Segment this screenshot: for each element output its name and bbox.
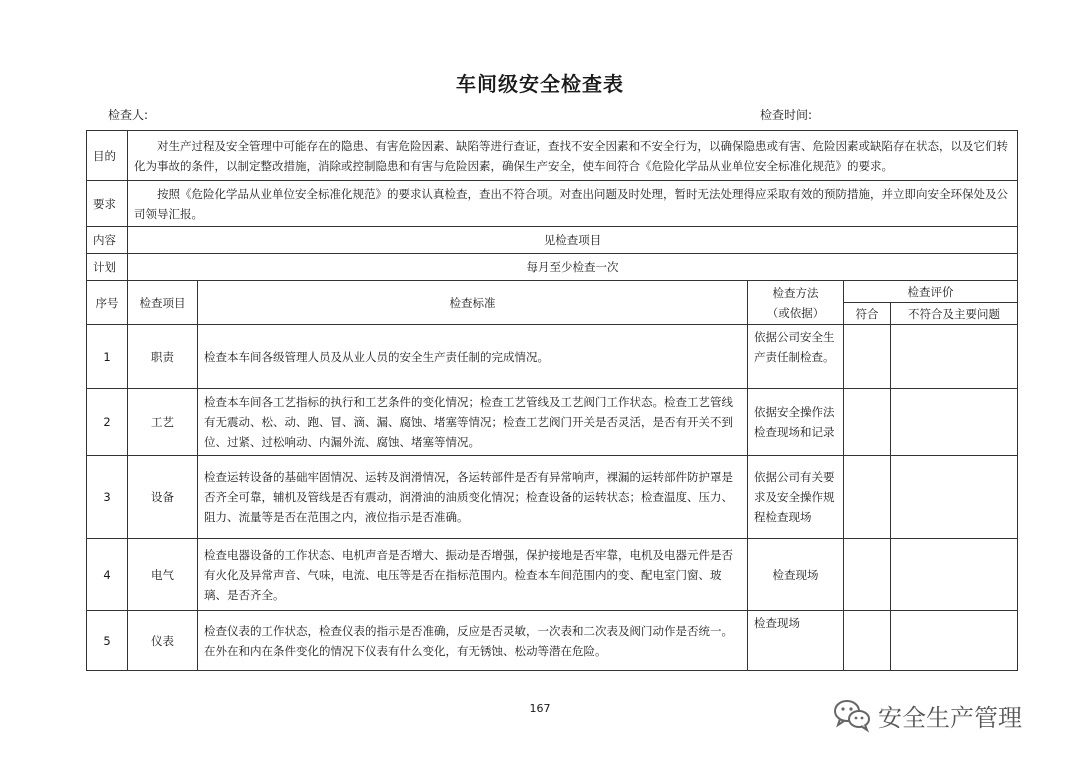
inspection-table xyxy=(86,130,1018,671)
content-row xyxy=(87,227,1018,254)
plan-label: 计划 xyxy=(87,254,128,281)
content-text: 见检查项目 xyxy=(128,227,1018,254)
requirement-text: 按照《危险化学品从业单位安全标准化规范》的要求认真检查，查出不符合项。对查出问题及时处理，暂时无法处理得应采取有效的预防措施，并立即向安全环保处及公司领导汇报。 xyxy=(128,181,1018,227)
row-seq: 5 xyxy=(87,611,128,671)
table-row xyxy=(87,389,1018,456)
header-seq: 序号 xyxy=(87,281,128,325)
inspection-time-label: 检查时间: xyxy=(760,108,813,122)
watermark-text: 安全生产管理 xyxy=(878,703,1022,732)
row-standard: 检查本车间各级管理人员及从业人员的安全生产责任制的完成情况。 xyxy=(198,325,748,389)
wechat-icon xyxy=(832,697,872,733)
row-method: 检查现场 xyxy=(748,611,844,671)
row-standard: 检查运转设备的基础牢固情况、运转及润滑情况，各运转部件是否有异常响声，裸漏的运转部件防护罩是否齐全可靠，辅机及管线是否有震动，润滑油的油质变化情况；检查设备的运转状态；检查温度、压力、阻力、流量等是否在范围之内，液位指示是否准确。 xyxy=(198,456,748,539)
row-nonconform-cell xyxy=(891,611,1018,671)
row-seq: 3 xyxy=(87,456,128,539)
row-item: 设备 xyxy=(128,456,198,539)
row-item: 工艺 xyxy=(128,389,198,456)
row-item: 职责 xyxy=(128,325,198,389)
table-row xyxy=(87,325,1018,389)
header-nonconform: 不符合及主要问题 xyxy=(891,303,1018,325)
header-method-line2: （或依据） xyxy=(766,305,825,320)
row-item: 仪表 xyxy=(128,611,198,671)
purpose-row xyxy=(87,131,1018,181)
plan-text: 每月至少检查一次 xyxy=(128,254,1018,281)
row-nonconform-cell xyxy=(891,325,1018,389)
row-seq: 2 xyxy=(87,389,128,456)
row-method: 依据公司安全生产责任制检查。 xyxy=(748,325,844,389)
page-number: 167 xyxy=(529,702,551,715)
row-nonconform-cell xyxy=(891,389,1018,456)
header-method xyxy=(748,281,844,325)
row-nonconform-cell xyxy=(891,456,1018,539)
row-method: 检查现场 xyxy=(748,539,844,611)
table-row xyxy=(87,539,1018,611)
table-row xyxy=(87,611,1018,671)
header-evaluation: 检查评价 xyxy=(844,281,1018,303)
row-conform-cell xyxy=(844,325,891,389)
row-seq: 4 xyxy=(87,539,128,611)
row-standard: 检查电器设备的工作状态、电机声音是否增大、振动是否增强，保护接地是否牢靠，电机及电器元件是否有火化及异常声音、气味，电流、电压等是否在指标范围内。检查本车间范围内的变、配电室门窗、玻璃、是否齐全。 xyxy=(198,539,748,611)
row-item: 电气 xyxy=(128,539,198,611)
header-row xyxy=(87,281,1018,303)
row-method: 依据安全操作法检查现场和记录 xyxy=(748,389,844,456)
row-conform-cell xyxy=(844,389,891,456)
requirement-label: 要求 xyxy=(87,181,128,227)
row-conform-cell xyxy=(844,456,891,539)
requirement-row xyxy=(87,181,1018,227)
content-label: 内容 xyxy=(87,227,128,254)
row-nonconform-cell xyxy=(891,539,1018,611)
row-method: 依据公司有关要求及安全操作规程检查现场 xyxy=(748,456,844,539)
inspector-label: 检查人: xyxy=(108,108,149,122)
row-seq: 1 xyxy=(87,325,128,389)
document-title: 车间级安全检查表 xyxy=(456,72,624,96)
purpose-text: 对生产过程及安全管理中可能存在的隐患、有害危险因素、缺陷等进行查证，查找不安全因素和不安全行为，以确保隐患或有害、危险因素或缺陷存在状态，以及它们转化为事故的条件，以制定整改措施，消除或控制隐患和有害与危险因素，确保生产安全，使车间符合《危险化学品从业单位安全标准化规范》的要求。 xyxy=(128,131,1018,181)
header-item: 检查项目 xyxy=(128,281,198,325)
row-standard: 检查仪表的工作状态，检查仪表的指示是否准确，反应是否灵敏，一次表和二次表及阀门动作是否统一。在外在和内在条件变化的情况下仪表有什么变化，有无锈蚀、松动等潜在危险。 xyxy=(198,611,748,671)
row-standard: 检查本车间各工艺指标的执行和工艺条件的变化情况；检查工艺管线及工艺阀门工作状态。检查工艺管线有无震动、松、动、跑、冒、滴、漏、腐蚀、堵塞等情况；检查工艺阀门开关是否灵活，是否有开关不到位、过紧、过松响动、内漏外流、腐蚀、堵塞等情况。 xyxy=(198,389,748,456)
purpose-label: 目的 xyxy=(87,131,128,181)
table-row xyxy=(87,456,1018,539)
header-conform: 符合 xyxy=(844,303,891,325)
watermark xyxy=(832,697,1022,733)
header-method-line1: 检查方法 xyxy=(772,285,819,300)
header-standard: 检查标准 xyxy=(198,281,748,325)
plan-row xyxy=(87,254,1018,281)
row-conform-cell xyxy=(844,611,891,671)
row-conform-cell xyxy=(844,539,891,611)
